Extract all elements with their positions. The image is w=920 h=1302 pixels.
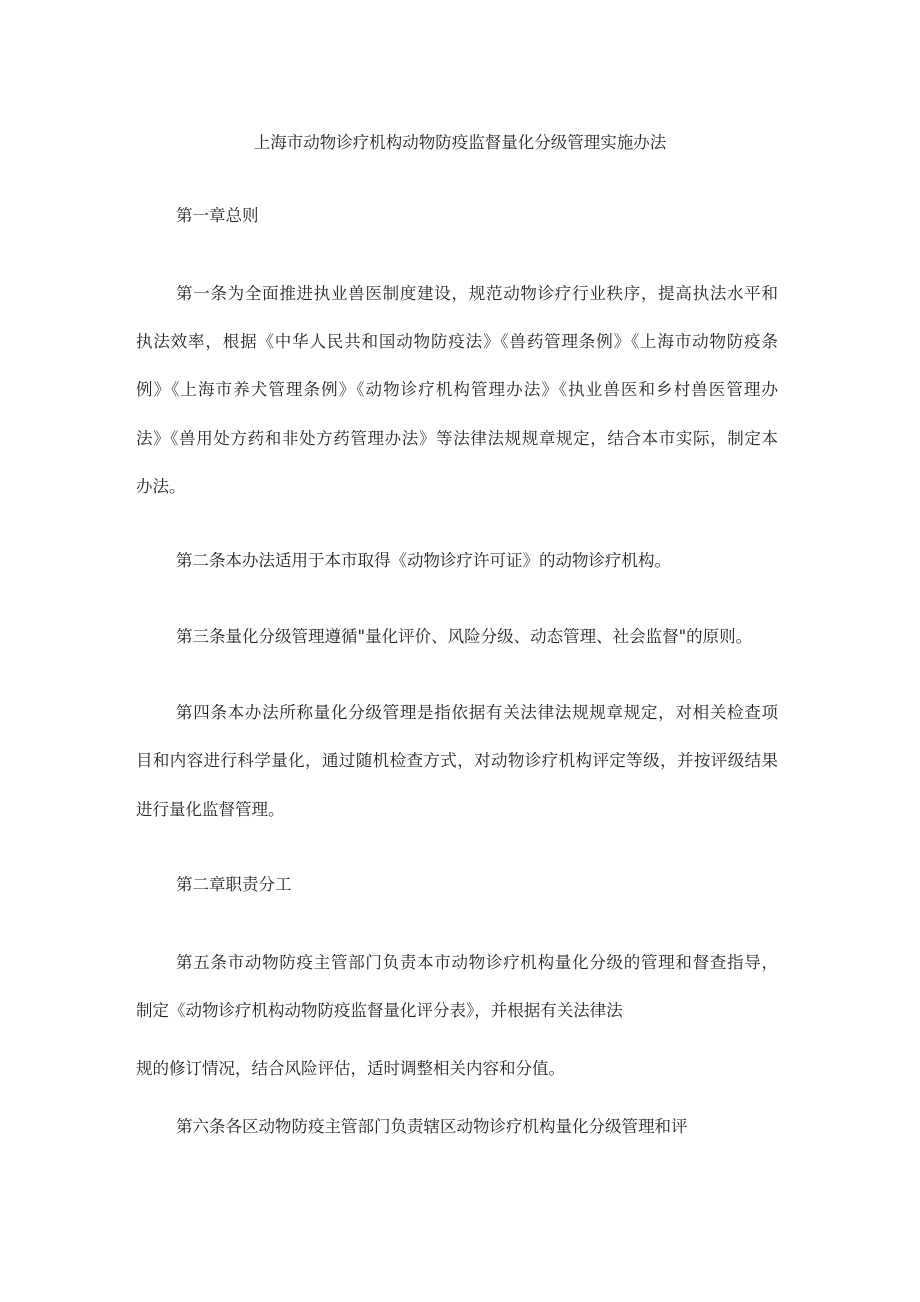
article-3: 第三条量化分级管理遵循"量化评价、风险分级、动态管理、社会监督"的原则。 [176, 627, 753, 646]
article-4-line: 目和内容进行科学量化，通过随机检查方式，对动物诊疗机构评定等级，并按评级结果 [136, 751, 778, 770]
article-4-line: 第四条本办法所称量化分级管理是指依据有关法律法规规章规定，对相关检查项 [176, 703, 778, 722]
article-1-line: 法》《兽用处方药和非处方药管理办法》等法律法规规章规定，结合本市实际，制定本 [136, 429, 778, 448]
chapter-heading: 第二章职责分工 [176, 875, 292, 894]
article-1-line: 执法效率，根据《中华人民共和国动物防疫法》《兽药管理条例》《上海市动物防疫条 [136, 332, 778, 351]
article-5-line: 制定《动物诊疗机构动物防疫监督量化评分表》，并根据有关法律法 [136, 1001, 623, 1020]
article-1-line: 第一条为全面推进执业兽医制度建设，规范动物诊疗行业秩序，提高执法水平和 [176, 284, 778, 303]
article-6-line: 第六条各区动物防疫主管部门负责辖区动物诊疗机构量化分级管理和评 [176, 1117, 688, 1136]
document-title: 上海市动物诊疗机构动物防疫监督量化分级管理实施办法 [253, 133, 667, 152]
article-1-line: 办法。 [136, 477, 186, 496]
article-1-line: 例》《上海市养犬管理条例》《动物诊疗机构管理办法》《执业兽医和乡村兽医管理办 [136, 380, 778, 399]
article-5-line: 第五条市动物防疫主管部门负责本市动物诊疗机构量化分级的管理和督查指导， [176, 953, 778, 972]
chapter-heading: 第一章总则 [176, 206, 259, 225]
article-2: 第二条本办法适用于本市取得《动物诊疗许可证》的动物诊疗机构。 [176, 551, 671, 570]
article-5-line: 规的修订情况，结合风险评估，适时调整相关内容和分值。 [136, 1059, 565, 1078]
article-4-line: 进行量化监督管理。 [136, 800, 285, 819]
